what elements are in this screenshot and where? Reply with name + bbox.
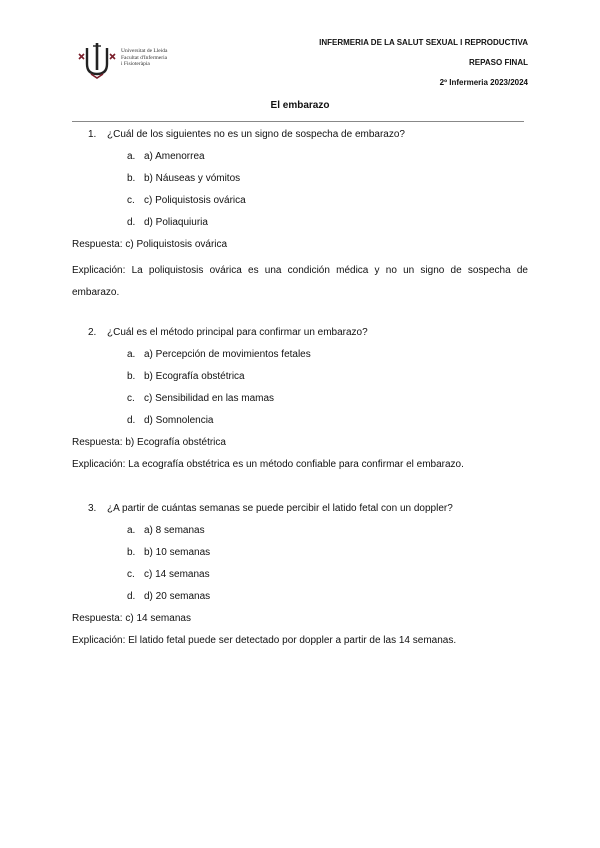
option-text: c) 14 semanas [144, 569, 210, 580]
option-letter: d. [127, 591, 136, 602]
question-text: ¿A partir de cuántas semanas se puede percibir el latido fetal con un doppler? [107, 503, 453, 514]
option-item [72, 414, 528, 436]
option-text: d) Somnolencia [144, 415, 214, 426]
question-text: ¿Cuál de los siguientes no es un signo de sospecha de embarazo? [107, 129, 405, 140]
option-item [72, 568, 528, 590]
university-logo [75, 40, 185, 80]
option-letter: c. [127, 569, 135, 580]
quiz-content [72, 128, 528, 656]
option-text: a) Amenorrea [144, 151, 205, 162]
option-letter: b. [127, 547, 136, 558]
logo-text-line: Facultat d'Infermeria [121, 54, 168, 61]
answer-text: Respuesta: b) Ecografía obstétrica [72, 437, 226, 448]
question-number: 1. [88, 129, 97, 140]
question-1 [72, 128, 528, 150]
option-item [72, 216, 528, 238]
university-emblem-icon [75, 40, 119, 80]
option-text: d) Poliaquiuria [144, 217, 208, 228]
option-letter: d. [127, 415, 136, 426]
option-item [72, 370, 528, 392]
group-year: 2º Infermeria 2023/2024 [439, 78, 528, 87]
option-text: c) Sensibilidad en las mamas [144, 393, 275, 404]
document-type: REPASO FINAL [469, 58, 528, 67]
option-letter: b. [127, 371, 136, 382]
option-letter: d. [127, 217, 136, 228]
question-number: 3. [88, 503, 97, 514]
question-number: 2. [88, 327, 97, 338]
section-spacer [72, 304, 528, 326]
option-letter: a. [127, 349, 136, 360]
title-divider [72, 121, 524, 122]
option-letter: c. [127, 195, 135, 206]
answer-text: Respuesta: c) Poliquistosis ovárica [72, 239, 228, 250]
logo-text [121, 48, 167, 68]
option-item [72, 392, 528, 414]
question-text: ¿Cuál es el método principal para confirmar un embarazo? [107, 327, 368, 338]
course-name: INFERMERIA DE LA SALUT SEXUAL I REPRODUCTIVA [319, 38, 528, 47]
option-item [72, 150, 528, 172]
logo-text-line: i Fisioteràpia [121, 61, 150, 67]
question-3 [72, 502, 528, 524]
document-header [319, 38, 528, 98]
option-letter: a. [127, 151, 136, 162]
option-text: c) Poliquistosis ovárica [144, 195, 246, 206]
option-text: a) Percepción de movimientos fetales [144, 349, 311, 360]
answer-text: Respuesta: c) 14 semanas [72, 613, 191, 624]
option-text: d) 20 semanas [144, 591, 211, 602]
option-text: b) Ecografía obstétrica [144, 371, 245, 382]
explanation-text: Explicación: El latido fetal puede ser detectado por doppler a partir de las 14 semanas. [72, 635, 457, 646]
option-letter: b. [127, 173, 136, 184]
question-2 [72, 326, 528, 348]
option-item [72, 172, 528, 194]
option-letter: c. [127, 393, 135, 404]
option-item [72, 546, 528, 568]
option-letter: a. [127, 525, 136, 536]
option-item [72, 348, 528, 370]
page-title: El embarazo [270, 100, 330, 111]
option-item [72, 524, 528, 546]
option-text: b) 10 semanas [144, 547, 211, 558]
explanation-text: Explicación: La poliquistosis ovárica es una condición médica y no un signo de sospecha de embarazo. [72, 265, 528, 298]
option-text: a) 8 semanas [144, 525, 205, 536]
option-item [72, 590, 528, 612]
logo-text-line: Universitat de Lleida [121, 48, 168, 54]
section-spacer [72, 480, 528, 502]
option-item [72, 194, 528, 216]
explanation-text: Explicación: La ecografía obstétrica es un método confiable para confirmar el embarazo. [72, 459, 464, 470]
option-text: b) Náuseas y vómitos [144, 173, 241, 184]
